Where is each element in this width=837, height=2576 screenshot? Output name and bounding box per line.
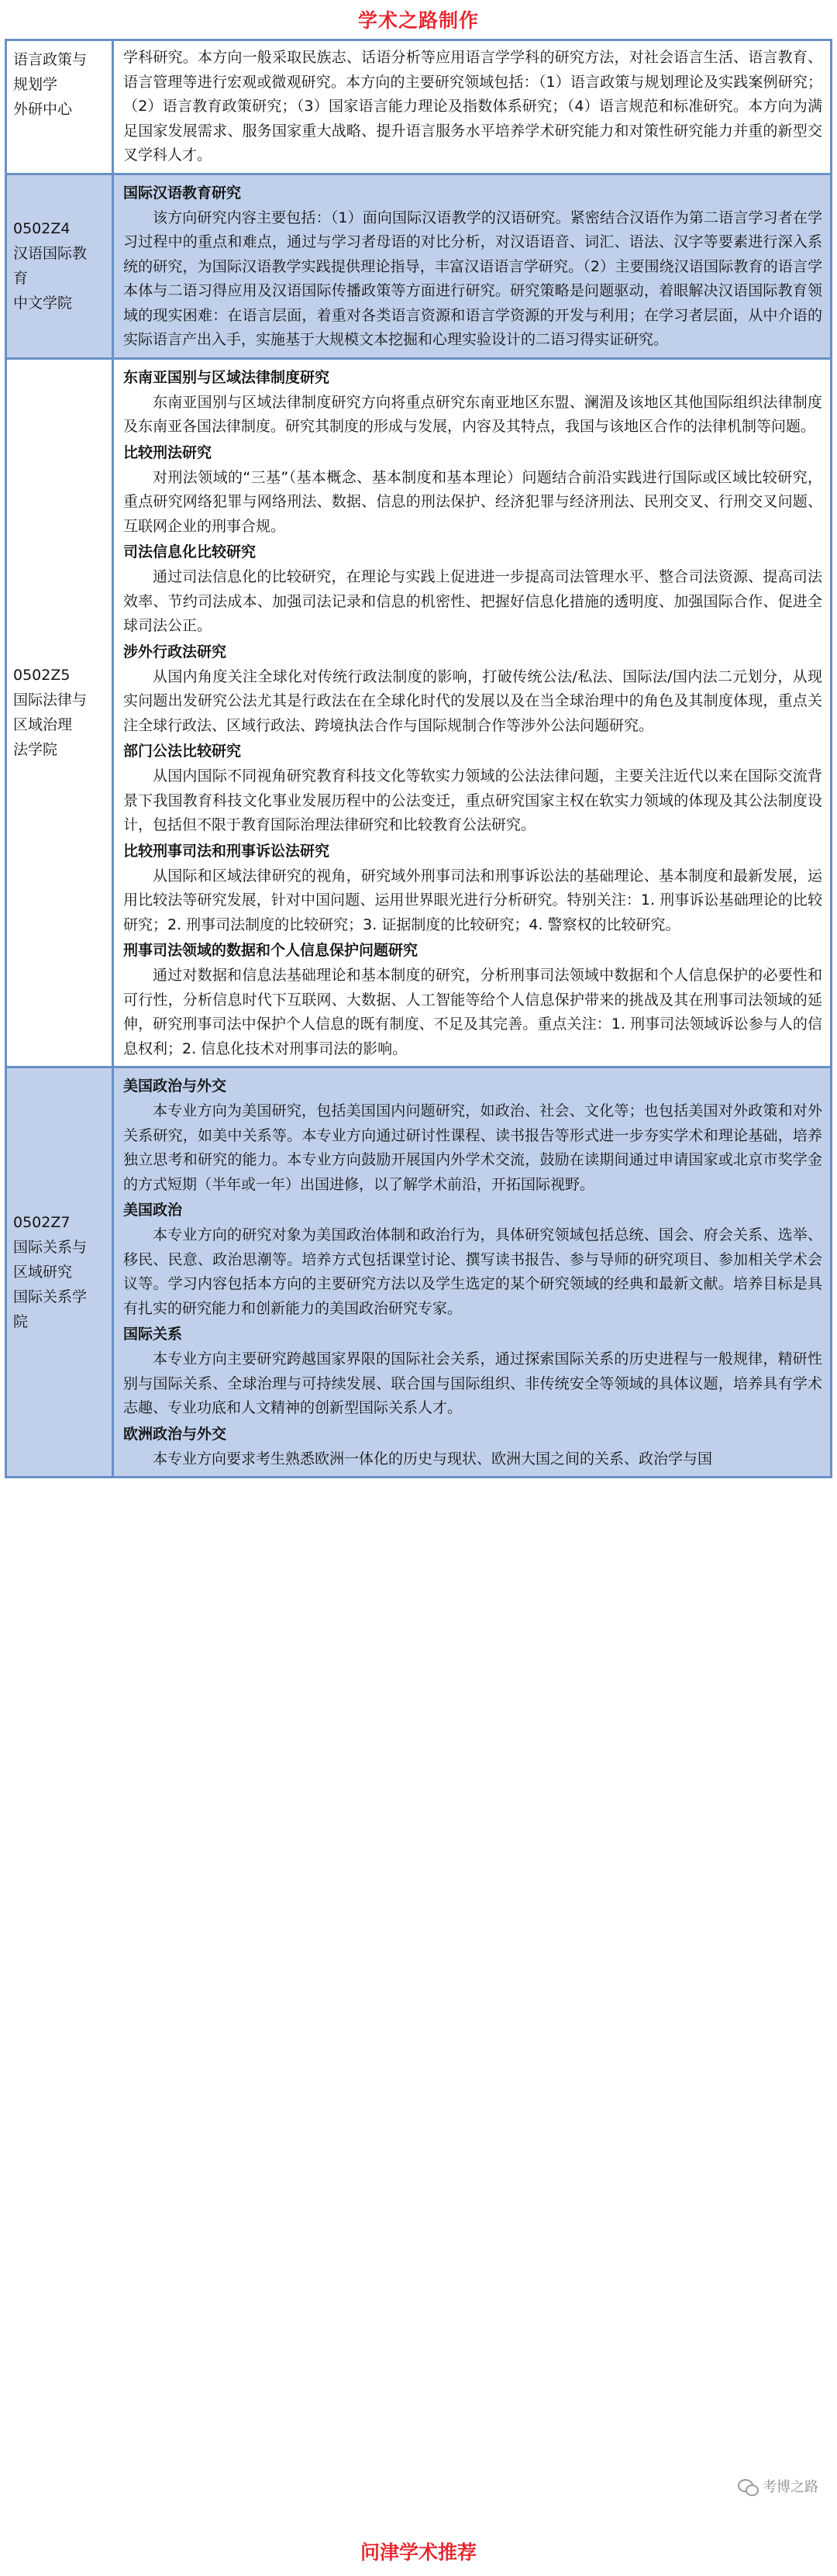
program-table bbox=[5, 39, 832, 1478]
program-cell bbox=[7, 41, 114, 173]
paragraph: 本专业方向的研究对象为美国政治体制和政治行为，具体研究领域包括总统、国会、府会关系、选举、移民、民意、政治思潮等。培养方式包括课堂讨论、撰写读书报告、参与导师的研究项目、参加相关学术会议等。学习内容包括本方向的主要研究方法以及学生选定的某个研究领域的经典和最新文献。培养目标是具有扎实的研究能力和创新能力的美国政治研究专家。 bbox=[123, 1226, 822, 1317]
program-line: 区域治理 bbox=[13, 716, 73, 734]
program-line: 国际法律与 bbox=[13, 691, 88, 709]
section-heading: 美国政治 bbox=[123, 1202, 183, 1219]
paragraph: 从国际和区域法律研究的视角，研究域外刑事司法和刑事诉讼法的基础理论、基本制度和最新发展，运用比较法等研究发展，针对中国问题、运用世界眼光进行分析研究。特别关注：1. 刑事诉讼基础理论的比较研究；2. 刑事司法制度的比较研究；3. 证据制度的比较研究；4. 警察权的比较研究。 bbox=[123, 867, 822, 933]
paragraph: 本专业方向为美国研究，包括美国国内问题研究，如政治、社会、文化等；也包括美国对外政策和对外关系研究，如美中关系等。本专业方向通过研讨性课程、读书报告等形式进一步夯实学术和理论基础，培养独立思考和研究的能力。本专业方向鼓励开展国内外学术交流，鼓励在读期间通过申请国家或北京市奖学金的方式短期（半年或一年）出国进修，以了解学术前沿，开拓国际视野。 bbox=[123, 1102, 822, 1193]
program-line: 国际关系学 bbox=[13, 1288, 88, 1305]
table-row bbox=[7, 41, 830, 173]
program-cell bbox=[7, 360, 114, 1067]
description-cell bbox=[114, 1068, 830, 1476]
section-heading: 比较刑法研究 bbox=[123, 443, 212, 461]
paragraph: 从国内角度关注全球化对传统行政法制度的影响，打破传统公法/私法、国际法/国内法二元划分，从现实问题出发研究公法尤其是行政法在在全球化时代的发展以及在当全球治理中的角色及其制度体现，重点关注全球行政法、区域行政法、跨境执法合作与国际规制合作等涉外公法问题研究。 bbox=[123, 667, 822, 734]
program-line: 院 bbox=[13, 1313, 29, 1330]
paragraph: 本专业方向要求考生熟悉欧洲一体化的历史与现状、欧洲大国之间的关系、政治学与国 bbox=[153, 1450, 713, 1467]
section-heading: 美国政治与外交 bbox=[123, 1078, 227, 1095]
section-heading: 司法信息化比较研究 bbox=[123, 543, 257, 560]
paragraph: 本专业方向主要研究跨越国家界限的国际社会关系，通过探索国际关系的历史进程与一般规律，精研性别与国际关系、全球治理与可持续发展、联合国与国际组织、非传统安全等领域的具体议题，培养具有学术志趣、专业功底和人文精神的创新型国际关系人才。 bbox=[123, 1350, 822, 1416]
header-title: 学术之路制作 bbox=[357, 9, 479, 32]
section-heading: 欧洲政治与外交 bbox=[123, 1425, 227, 1443]
watermark bbox=[738, 2476, 818, 2496]
table-row bbox=[7, 1066, 830, 1476]
paragraph: 从国内国际不同视角研究教育科技文化等软实力领域的公法法律问题，主要关注近代以来在国际交流背景下我国教育科技文化事业发展历程中的公法变迁，重点研究国家主权在软实力领域的体现及其公法制度设计，包括但不限于教育国际治理法律研究和比较教育公法研究。 bbox=[123, 767, 822, 833]
section-heading: 国际汉语教育研究 bbox=[123, 184, 242, 202]
paragraph: 通过对数据和信息法基础理论和基本制度的研究，分析刑事司法领域中数据和个人信息保护的必要性和可行性，分析信息时代下互联网、大数据、人工智能等给个人信息保护带来的挑战及其在刑事司法领域的延伸，研究刑事司法中保护个人信息的既有制度、不足及其完善。重点关注：1. 刑事司法领域诉讼参与人的信息权利；2. 信息化技术对刑事司法的影响。 bbox=[123, 967, 822, 1057]
program-line: 法学院 bbox=[13, 741, 58, 759]
program-line: 语言政策与 bbox=[13, 51, 88, 68]
footer-title: 问津学术推荐 bbox=[360, 2541, 477, 2564]
paragraph: 通过司法信息化的比较研究，在理论与实践上促进进一步提高司法管理水平、整合司法资源、提高司法效率、节约司法成本、加强司法记录和信息的机密性、把握好信息化措施的透明度、加强国际合作、促进全球司法公正。 bbox=[123, 568, 822, 634]
program-line: 0502Z7 bbox=[13, 1214, 71, 1231]
paragraph: 对刑法领域的“三基”（基本概念、基本制度和基本理论）问题结合前沿实践进行国际或区域比较研究，重点研究网络犯罪与网络刑法、数据、信息的刑法保护、经济犯罪与经济刑法、民刑交叉、行刑交叉问题、互联网企业的刑事合规。 bbox=[123, 468, 822, 535]
description-cell bbox=[114, 175, 830, 357]
table-row bbox=[7, 173, 830, 357]
section-heading: 比较刑事司法和刑事诉讼法研究 bbox=[123, 842, 330, 860]
program-line: 规划学 bbox=[13, 76, 58, 93]
program-line: 汉语国际教 bbox=[13, 245, 88, 262]
section-heading: 涉外行政法研究 bbox=[123, 643, 227, 660]
program-line: 中文学院 bbox=[13, 295, 73, 312]
section-heading: 刑事司法领域的数据和个人信息保护问题研究 bbox=[123, 942, 418, 959]
description-cell bbox=[114, 41, 830, 173]
program-line: 0502Z4 bbox=[13, 220, 71, 237]
paragraph: 学科研究。本方向一般采取民族志、话语分析等应用语言学学科的研究方法，对社会语言生活、语言教育、语言管理等进行宏观或微观研究。本方向的主要研究领域包括：（1）语言政策与规划理论及实践案例研究；（2）语言教育政策研究；（3）国家语言能力理论及指数体系研究；（4）语言规范和标准研究。本方向为满足国家发展需求、服务国家重大战略、提升语言服务水平培养学术研究能力和对策性研究能力并重的新型交叉学科人才。 bbox=[123, 49, 822, 164]
section-heading: 部门公法比较研究 bbox=[123, 743, 242, 760]
program-line: 区域研究 bbox=[13, 1264, 73, 1281]
program-cell bbox=[7, 1068, 114, 1476]
wechat-icon bbox=[738, 2478, 758, 2495]
section-heading: 国际关系 bbox=[123, 1326, 183, 1343]
table-row bbox=[7, 357, 830, 1067]
program-line: 育 bbox=[13, 270, 29, 287]
paragraph: 该方向研究内容主要包括：（1）面向国际汉语教学的汉语研究。紧密结合汉语作为第二语言学习者在学习过程中的重点和难点，通过与学习者母语的对比分析，对汉语语音、词汇、语法、汉字等要素进行深入系统的研究，为国际汉语教学实践提供理论指导，丰富汉语语言学研究。（2）主要围绕汉语国际教育的语言学本体与二语习得应用及汉语国际传播政策等方面进行研究。研究策略是问题驱动，着眼解决汉语国际教育领域的现实困难：在语言层面，着重对各类语言资源和语言学资源的开发与利用；在学习者层面，从中介语的实际语言产出入手，实施基于大规模文本挖掘和心理实验设计的二语习得实证研究。 bbox=[123, 209, 822, 348]
watermark-text: 考博之路 bbox=[763, 2479, 818, 2495]
program-line: 0502Z5 bbox=[13, 667, 71, 685]
paragraph: 东南亚国别与区域法律制度研究方向将重点研究东南亚地区东盟、澜湄及该地区其他国际组织法律制度及东南亚各国法律制度。研究其制度的形成与发展，内容及其特点，我国与该地区合作的法律机制等问题。 bbox=[123, 393, 822, 435]
program-line: 外研中心 bbox=[13, 101, 73, 118]
program-cell bbox=[7, 175, 114, 357]
section-heading: 东南亚国别与区域法律制度研究 bbox=[123, 368, 330, 386]
description-cell bbox=[114, 360, 830, 1067]
program-line: 国际关系与 bbox=[13, 1239, 88, 1256]
